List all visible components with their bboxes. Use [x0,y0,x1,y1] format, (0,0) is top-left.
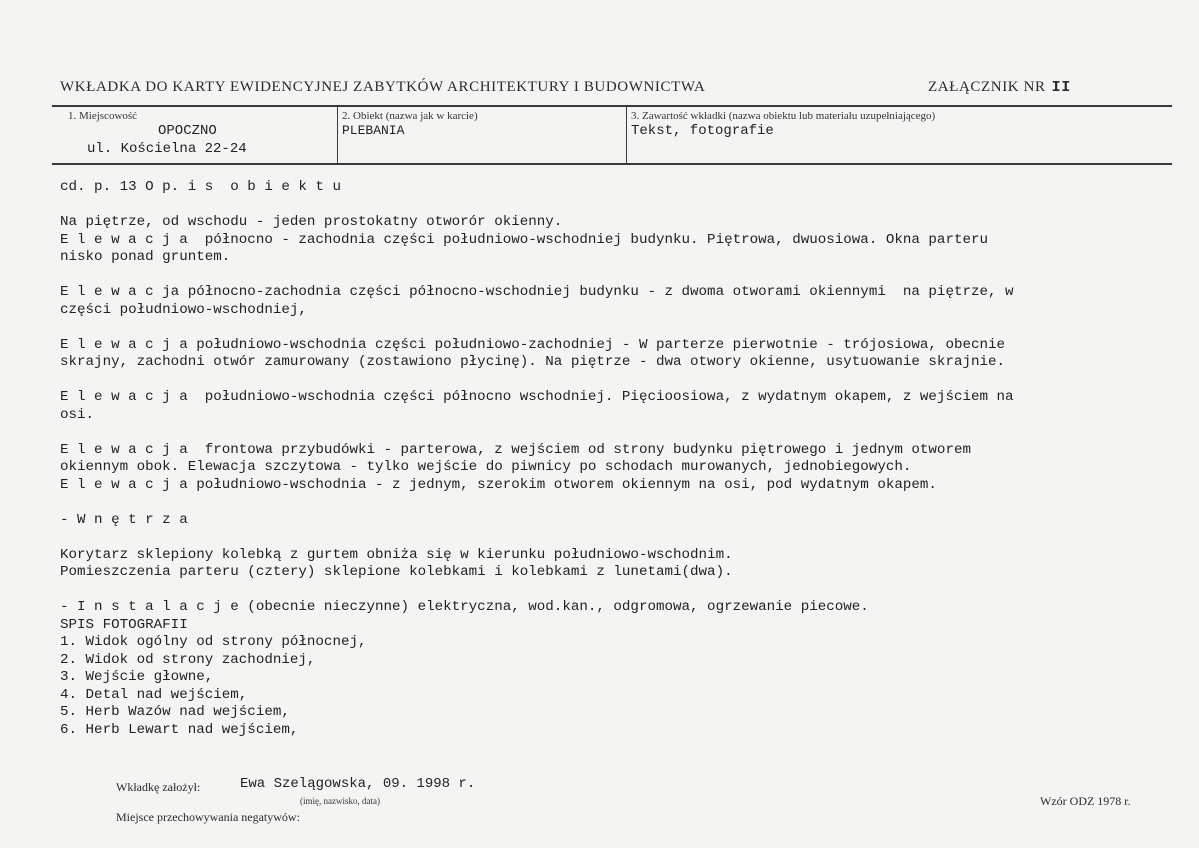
text-line: skrajny, zachodni otwór zamurowany (zostawiono płycinę). Na piętrze - dwa otwory okienne, usytuowanie skrajnie. [60,354,1006,370]
author-label: Wkładkę założył: [116,780,201,794]
text-line: - I n s t a l a c j e (obecnie nieczynne) elektryczna, wod.kan., odgromowa, ogrzewanie piecowe. [60,599,869,615]
text-line: części południowo-wschodniej, [60,301,307,318]
locality-label: 1. Miejscowość [68,110,138,122]
description-text [60,179,1170,739]
text-line: 6. Herb Lewart nad wejściem, [60,721,299,738]
header-top-rule [52,105,1172,107]
text-line: - W n ę t r z a [60,511,188,528]
text-line: E l e w a c ja północno-zachodnia części północno-wschodniej budynku - z dwoma otworami okiennymi na piętrze, w [60,284,1014,300]
text-line: 1. Widok ogólny od strony północnej, [60,634,367,650]
author-hint: (imię, nazwisko, data) [300,796,380,806]
text-line: E l e w a c j a południowo-wschodnia - z jednym, szerokim otworem okiennym na osi, pod wydatnym okapem. [60,476,937,493]
text-line: E l e w a c j a południowo-wschodnia części północno wschodniej. Pięcioosiowa, z wydatnym okapem, z wejściem na [60,389,1014,405]
column-divider-1 [337,106,338,164]
paragraph-gap [60,197,1170,215]
text-line: E l e w a c j a południowo-wschodnia części południowo-zachodniej - W parterze pierwotnie - trójosiowa, obecnie [60,336,1006,353]
text-line: cd. p. 13 O p. i s o b i e k t u [60,179,341,195]
annex-number: II [1051,79,1071,96]
contents-label: 3. Zawartość wkładki (nazwa obiektu lub materiału uzupełniającego) [631,110,936,122]
annex-label: ZAŁĄCZNIK NR [928,79,1046,95]
text-line: 5. Herb Wazów nad wejściem, [60,704,290,720]
author-value: Ewa Szelągowska, 09. 1998 r. [240,776,476,792]
text-line: 2. Widok od strony zachodniej, [60,651,316,668]
paragraph-gap [60,372,1170,390]
paragraph-gap [60,582,1170,600]
header-bottom-rule [52,163,1172,165]
object-label: 2. Obiekt (nazwa jak w karcie) [342,110,478,122]
object-value: PLEBANIA [342,123,405,138]
locality-value-line1: OPOCZNO [158,123,217,139]
text-line: SPIS FOTOGRAFII [60,616,188,633]
paragraph-gap [60,529,1170,547]
paragraph-gap [60,267,1170,285]
locality-value-line2: ul. Kościelna 22-24 [87,141,247,157]
text-line: E l e w a c j a północno - zachodnia części południowo-wschodniej budynku. Piętrowa, dwuosiowa. Okna parteru [60,231,989,248]
text-line: 3. Wejście głowne, [60,669,214,685]
contents-value: Tekst, fotografie [631,123,774,139]
text-line: Na piętrze, od wschodu - jeden prostokatny otworór okienny. [60,214,563,230]
text-line: Pomieszczenia parteru (cztery) sklepione kolebkami i kolebkami z lunetami(dwa). [60,564,733,580]
paragraph-gap [60,424,1170,442]
paragraph-gap [60,319,1170,337]
negatives-label: Miejsce przechowywania negatywów: [116,810,300,824]
paragraph-gap [60,494,1170,512]
text-line: osi. [60,406,95,423]
text-line: nisko ponad gruntem. [60,249,231,265]
annex-label-group [928,79,1071,96]
text-line: Korytarz sklepiony kolebką z gurtem obniża się w kierunku południowo-wschodnim. [60,546,733,563]
text-line: 4. Detal nad wejściem, [60,686,248,703]
text-line: okiennym obok. Elewacja szczytowa - tylko wejście do piwnicy po schodach murowanych, jednobiegowych. [60,459,912,475]
column-divider-2 [626,106,627,164]
form-title: WKŁADKA DO KARTY EWIDENCYJNEJ ZABYTKÓW ARCHITEKTURY I BUDOWNICTWA [60,79,706,95]
form-model: Wzór ODZ 1978 r. [1040,794,1131,808]
text-line: E l e w a c j a frontowa przybudówki - parterowa, z wejściem od strony budynku piętrowego i jednym otworem [60,441,971,458]
